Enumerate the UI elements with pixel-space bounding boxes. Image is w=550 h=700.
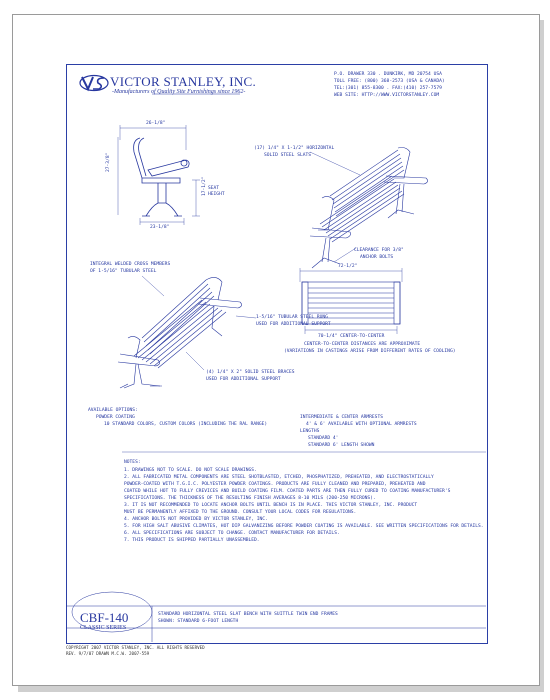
dim-side-height: 27-3/8" [106, 152, 111, 172]
vs-logo-icon [80, 76, 108, 91]
callout-steel-braces: USED FOR ADDITIONAL SUPPORT [206, 377, 281, 382]
model-number: CBF-140 [80, 610, 129, 625]
note-line: 5. FOR HIGH SALT ABUSIVE CLIMATES, HOT DIP GALVANIZING BEFORE POWDER COATING IS AVAILABLE. SEE WRITTEN SPECIFICATIONS FOR DETAILS. [124, 524, 484, 529]
callout-slats: (17) 1/4" X 1-1/2" HORIZONTAL [254, 146, 335, 151]
shown-length: SHOWN: STANDARD 6-FOOT LENGTH [158, 619, 239, 624]
note-line: 2. ALL FABRICATED METAL COMPONENTS ARE STEEL SHOTBLASTED, ETCHED, PHOSPHATIZED, PREHEATED, AND ELECTROSTATICALLY [124, 475, 434, 480]
note-line: 3. IT IS NOT RECOMMENDED TO LOCATE ANCHOR BOLTS UNTIL BENCH IS IN PLACE. THIS VICTOR STANLEY, INC. PRODUCT [124, 503, 418, 508]
option-right-line: LENGTHS [300, 429, 320, 434]
note-line: POWDER-COATED WITH T.G.I.C. POLYESTER POWDER COATINGS. PRODUCTS ARE FULLY CLEANED AND PREPARED, PREHEATED AND [124, 482, 426, 487]
option-line: 10 STANDARD COLORS, CUSTOM COLORS (INCLUDING THE RAL RANGE) [104, 422, 268, 427]
company-tagline: -Manufacturers of Quality Site Furnishings since 1962- [112, 89, 246, 95]
note-line: 6. ALL SPECIFICATIONS ARE SUBJECT TO CHANGE. CONTACT MANUFACTURER FOR DETAILS. [124, 531, 340, 536]
note-line: SPECIFICATIONS. THE THICKNESS OF THE RESULTING FINISH AVERAGES 8-10 MILS (200-250 MICRONS). [124, 496, 376, 501]
callout-slats: SOLID STEEL SLATS [264, 153, 312, 158]
center-note: (VARIATIONS IN CASTINGS ARISE FROM DIFFERENT RATES OF COOLING) [284, 349, 456, 354]
side-elevation-view [118, 125, 200, 225]
callout-anchor: ANCHOR BOLTS [360, 255, 394, 260]
callout-tubular-rung: 1-5/16" TUBULAR STEEL RUNG [256, 315, 328, 320]
copyright: COPYRIGHT 2007 VICTOR STANLEY, INC. ALL RIGHTS RESERVED [66, 645, 205, 650]
address-line: TOLL FREE: (800) 368-2573 (USA & CANADA) [334, 79, 445, 84]
option-right-line: STANDARD 4' [308, 436, 339, 441]
seat-height-label: SEAT HEIGHT [208, 186, 225, 197]
option-right-line: INTERMEDIATE & CENTER ARMRESTS [300, 415, 383, 420]
address-line: TEL:(301) 855-8300 . FAX:(410) 257-7579 [334, 86, 442, 91]
notes-heading: NOTES: [124, 460, 141, 465]
revision: REV. 9/7/07 DRAWN M.C.W. 2007-559 [66, 651, 150, 656]
address-line: P.O. DRAWER 330 . DUNKIRK, MD 20754 USA [334, 72, 442, 77]
dim-plan-center: 70-1/4" CENTER-TO-CENTER [318, 334, 385, 339]
callout-anchor: CLEARANCE FOR 3/8" [354, 248, 404, 253]
dim-base-width: 23-1/8" [150, 225, 170, 230]
dim-plan-length: 72-1/2" [338, 264, 358, 269]
center-note: CENTER-TO-CENTER DISTANCES ARE APPROXIMATE [304, 342, 421, 347]
options-heading: AVAILABLE OPTIONS: [88, 408, 138, 413]
note-line: COATED WHILE HOT TO FULLY CREVICES AND BUILD COATING FILM. COATED PARTS ARE THEN FULLY CURED TO COATING MANUFACTURER'S [124, 489, 451, 494]
callout-cross-members: INTEGRAL WELDED CROSS MEMBERS [90, 262, 171, 267]
company-name: VICTOR STANLEY, INC. [110, 74, 257, 89]
dim-side-width: 26-1/8" [146, 121, 166, 126]
callout-cross-members: OF 1-5/16" TUBULAR STEEL [90, 269, 157, 274]
option-right-line: 4' & 6' AVAILABLE WITH OPTIONAL ARMRESTS [306, 422, 417, 427]
callout-steel-braces: (4) 1/4" X 2" SOLID STEEL BRACES [206, 370, 295, 375]
website-line: WEB SITE: HTTP://WWW.VICTORSTANLEY.COM [334, 93, 440, 98]
note-line: 7. THIS PRODUCT IS SHIPPED PARTIALLY UNASSEMBLED. [124, 538, 260, 543]
series-name: CLASSIC SERIES [80, 625, 127, 631]
note-line: 4. ANCHOR BOLTS NOT PROVIDED BY VICTOR STANLEY, INC. [124, 517, 268, 522]
option-line: POWDER COATING [96, 415, 135, 420]
dim-seat-height: 17-1/2" [202, 176, 207, 196]
note-line: 1. DRAWINGS NOT TO SCALE. DO NOT SCALE DRAWINGS. [124, 468, 257, 473]
product-description: STANDARD HORIZONTAL STEEL SLAT BENCH WITH SUITTLE TWIN END FRAMES [158, 612, 338, 617]
callout-tubular-rung: USED FOR ADDITIONAL SUPPORT [256, 322, 331, 327]
option-right-line: STANDARD 6' LENGTH SHOWN [308, 443, 375, 448]
note-line: MUST BE PERMANENTLY AFFIXED TO THE GROUND. CONSULT YOUR LOCAL CODES FOR REGULATIONS. [124, 510, 357, 515]
